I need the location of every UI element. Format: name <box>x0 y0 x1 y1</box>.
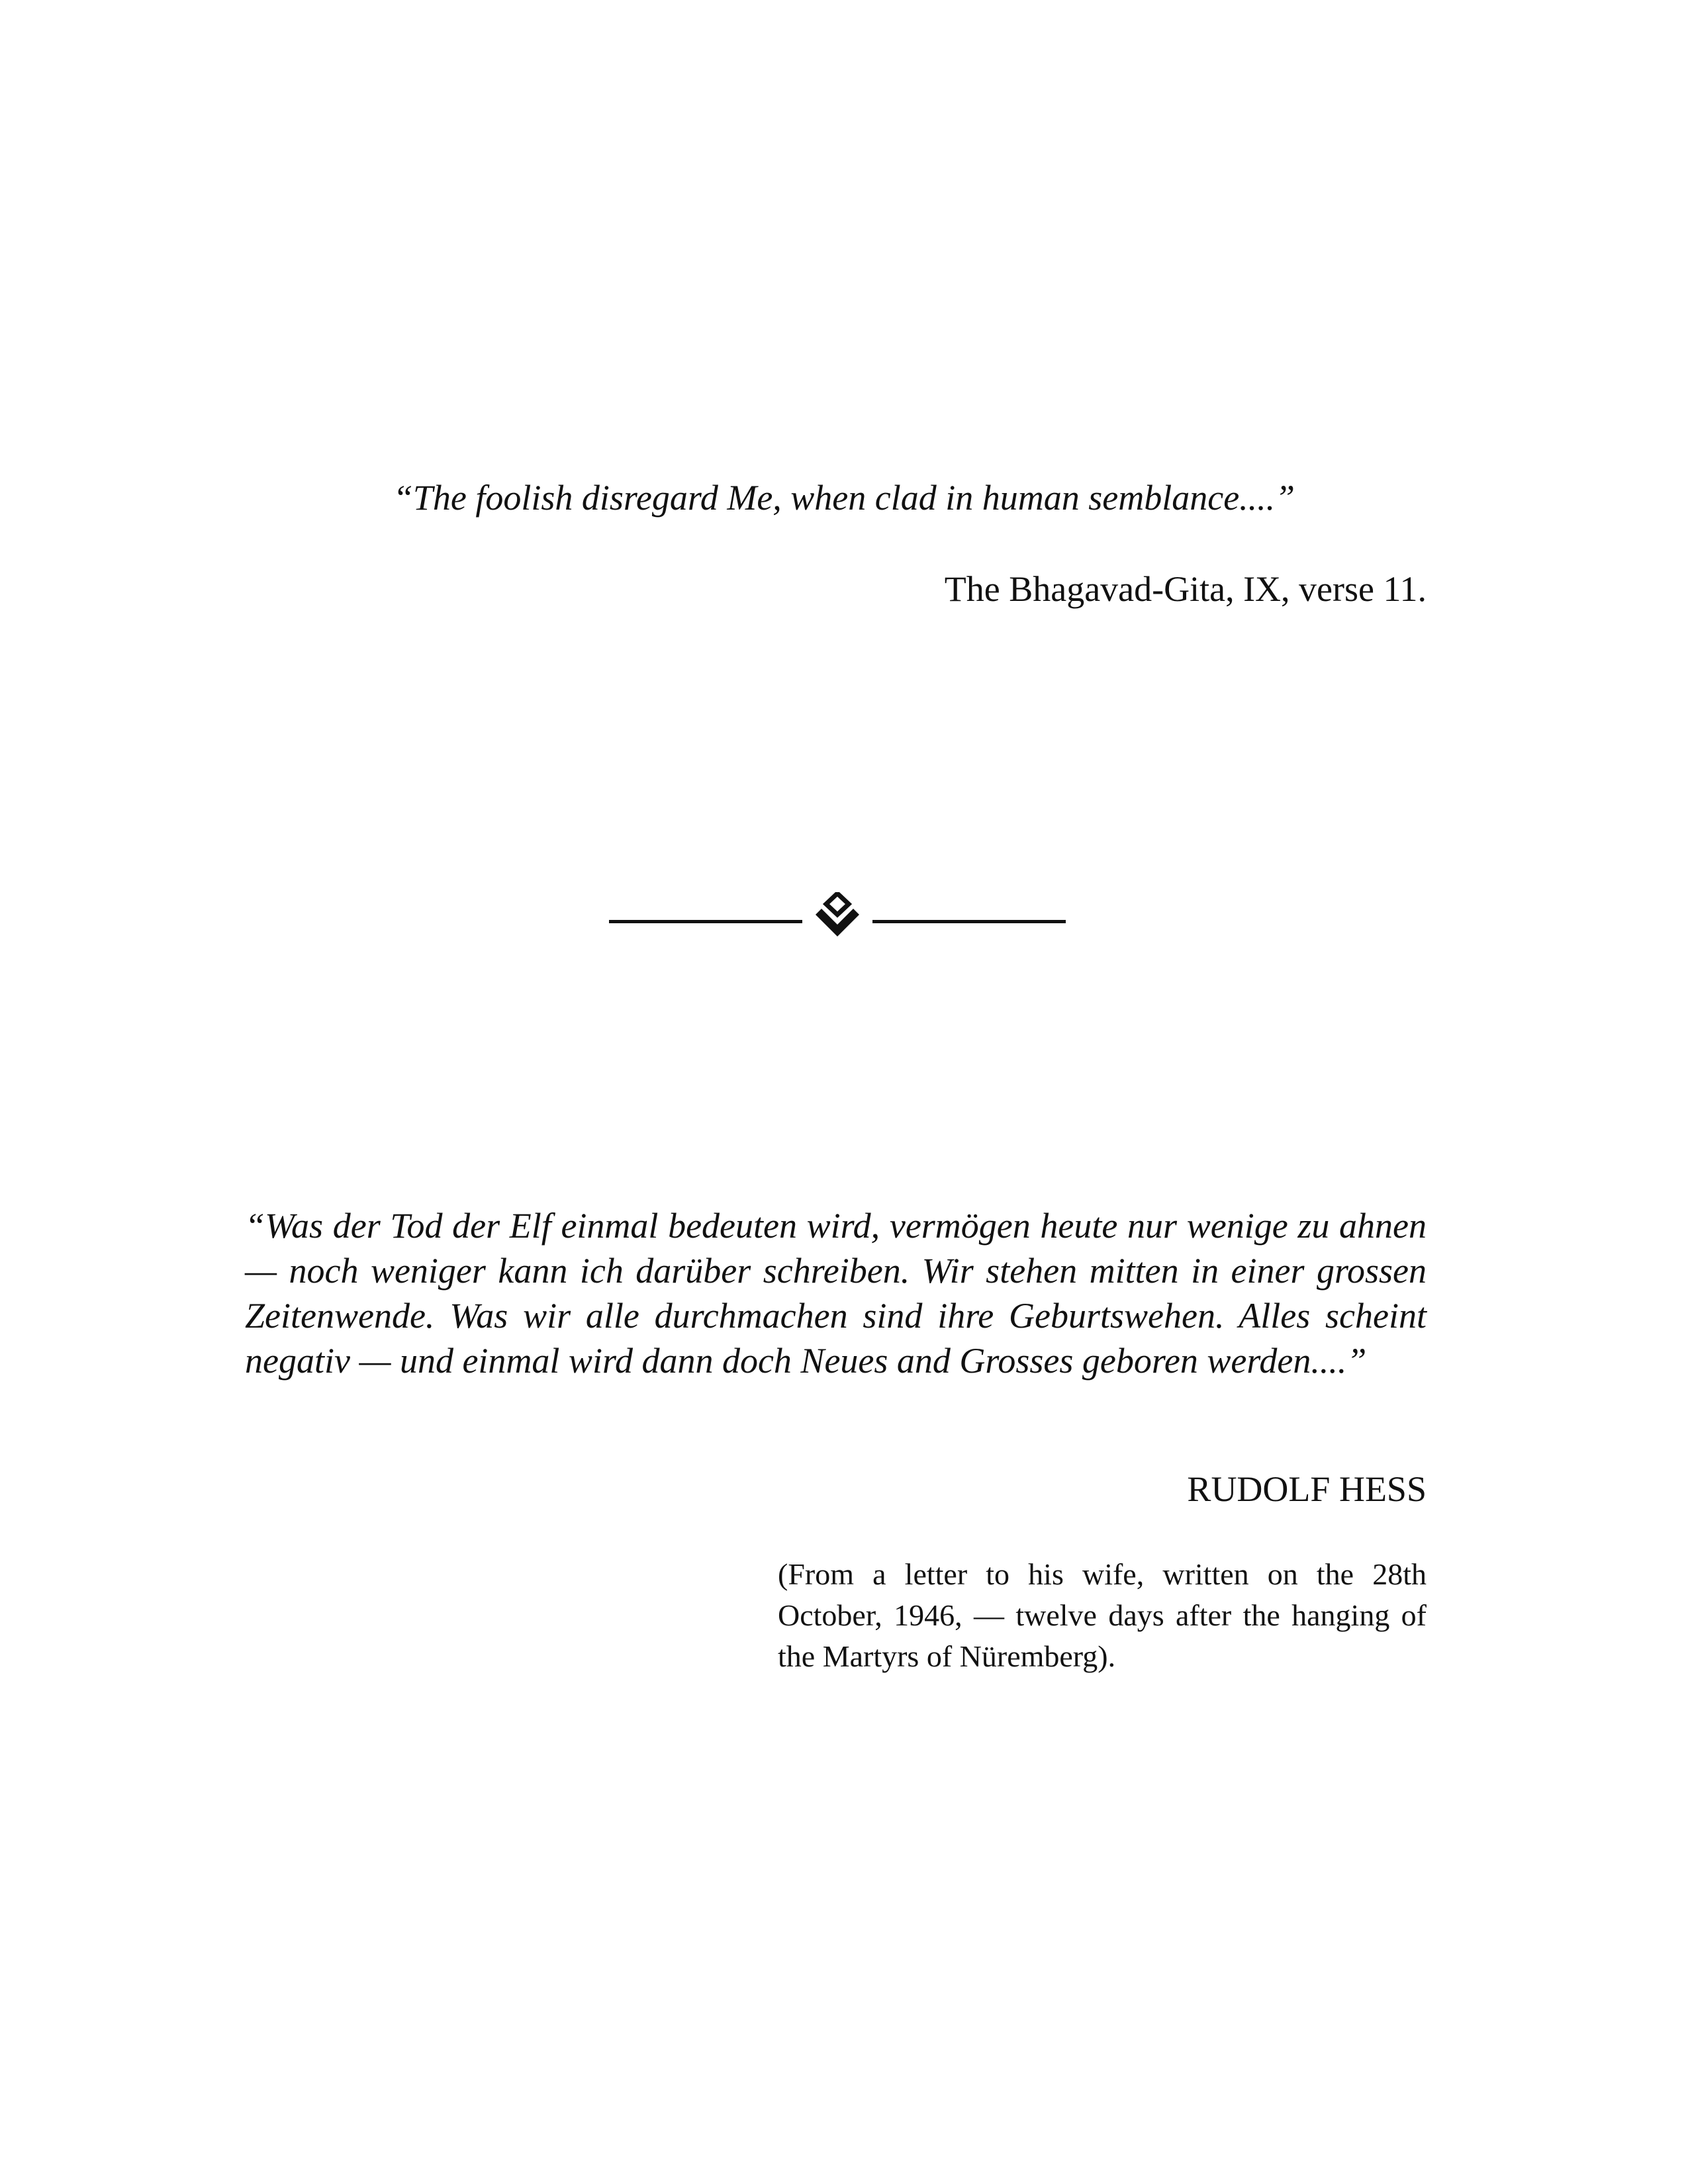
section-separator <box>609 883 1066 942</box>
epigraph-quote-hess: “Was der Tod der Elf einmal bedeuten wird, vermögen heute nur wenige zu ahnen — noch weniger kann ich darüber schreiben. Wir stehen mitten in einer grossen Zeitenwende. Was wir alle durchmachen sind ihre Geburtswehen. Alles scheint negativ — und einmal wird dann doch Neues and Grosses geboren werden....” <box>245 1206 1427 1381</box>
epigraph-source-note: (From a letter to his wife, written on the 28th October, 1946, — twelve days after the hanging of the Martyrs of Nüremberg). <box>778 1557 1427 1673</box>
separator-rule-left <box>609 920 802 923</box>
epigraph-author-hess: RUDOLF HESS <box>1187 1469 1427 1509</box>
separator-rule-right <box>872 920 1066 923</box>
epigraph-quote-bhagavad-gita: “The foolish disregard Me, when clad in human semblance....” <box>393 478 1295 518</box>
diamond-chevron-ornament-icon <box>814 892 861 940</box>
epigraph-source-bhagavad-gita: The Bhagavad-Gita, IX, verse 11. <box>944 569 1427 609</box>
